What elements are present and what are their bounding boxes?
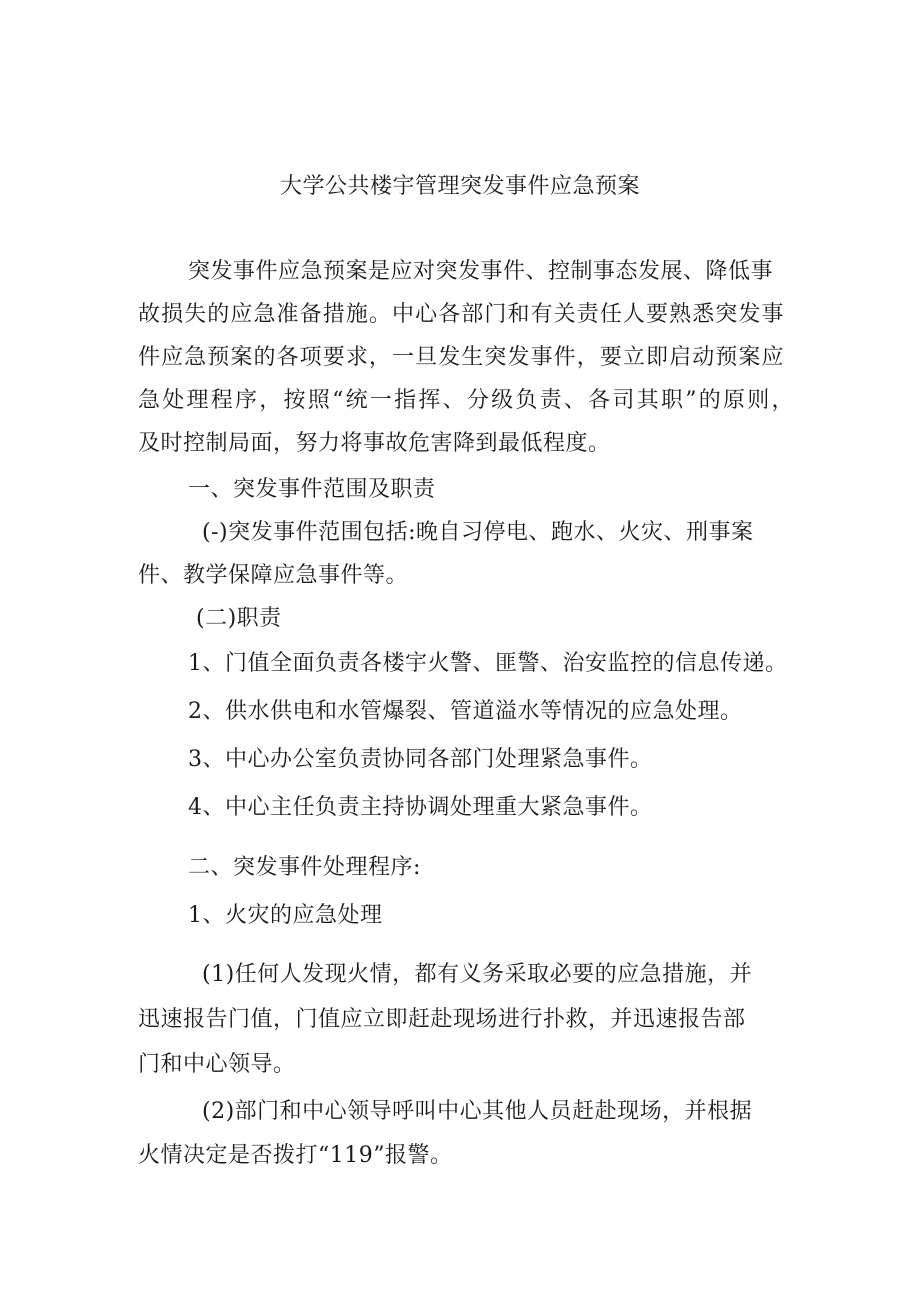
fire-para1-line-3: 门和中心领导。 xyxy=(138,1052,296,1077)
fire-para2-line-1: (2)部门和中心领导呼叫中心其他人员赶赴现场，并根据 xyxy=(202,1099,753,1124)
duty-item-4: 4、中心主任负责主持协调处理重大紧急事件。 xyxy=(188,795,653,820)
intro-line-4: 急处理程序，按照“统一指挥、分级负责、各司其职”的原则， xyxy=(138,388,794,413)
section1-heading: 一、突发事件范围及职责 xyxy=(188,477,436,502)
fire-para1-line-2: 迅速报告门值，门值应立即赶赴现场进行扑救，并迅速报告部 xyxy=(138,1007,746,1032)
document-title: 大学公共楼宇管理突发事件应急预案 xyxy=(279,174,640,199)
fire-para1-line-1: (1)任何人发现火情，都有义务采取必要的应急措施，并 xyxy=(202,962,753,987)
duty-item-3: 3、中心办公室负责协同各部门处理紧急事件。 xyxy=(188,747,653,772)
duty-item-2: 2、供水供电和水管爆裂、管道溢水等情况的应急处理。 xyxy=(188,699,743,724)
section1-sub1-line-2: 件、教学保障应急事件等。 xyxy=(138,563,409,588)
intro-line-1: 突发事件应急预案是应对突发事件、控制事态发展、降低事 xyxy=(188,259,774,284)
intro-line-5: 及时控制局面，努力将事故危害降到最低程度。 xyxy=(138,431,611,456)
fire-heading: 1、火灾的应急处理 xyxy=(188,903,383,928)
intro-line-3: 件应急预案的各项要求，一旦发生突发事件，要立即启动预案应 xyxy=(138,345,784,370)
section2-heading: 二、突发事件处理程序: xyxy=(188,855,421,880)
duty-item-1: 1、门值全面负责各楼宇火警、匪警、治安监控的信息传递。 xyxy=(188,651,788,676)
intro-line-2: 故损失的应急准备措施。中心各部门和有关责任人要熟悉突发事 xyxy=(138,302,784,327)
section1-sub2-heading: (二)职责 xyxy=(196,606,282,631)
fire-para2-line-2: 火情决定是否拨打“119”报警。 xyxy=(138,1143,453,1168)
section1-sub1-line-1: (-)突发事件范围包括:晚自习停电、跑水、火灾、刑事案 xyxy=(202,520,754,545)
